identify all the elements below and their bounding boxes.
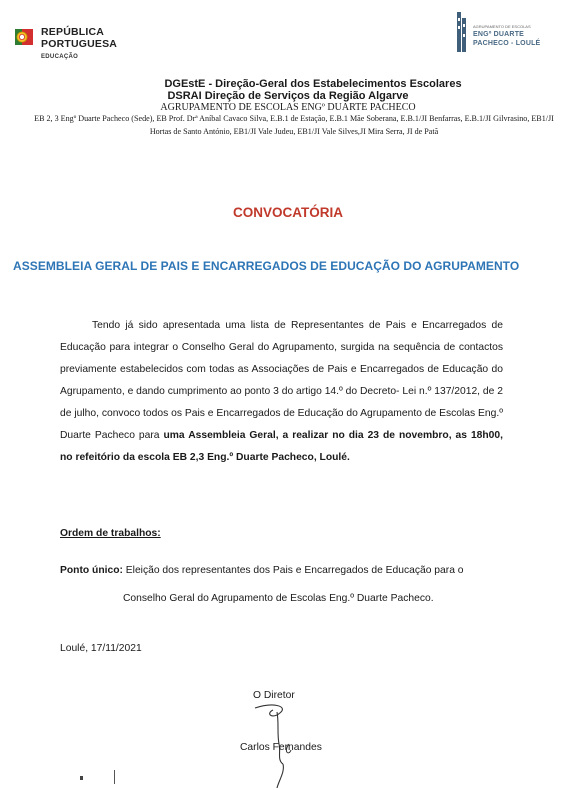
logo-small-text: AGRUPAMENTO DE ESCOLAS [473, 24, 531, 29]
agrupamento-logo [455, 10, 560, 60]
document-title: CONVOCATÓRIA [233, 205, 343, 220]
agenda-item-continued: Conselho Geral do Agrupamento de Escolas Eng.º Duarte Pacheco. [123, 593, 434, 604]
portugal-emblem-icon [13, 26, 35, 48]
document-subtitle: ASSEMBLEIA GERAL DE PAIS E ENCARREGADOS DE EDUCAÇÃO DO AGRUPAMENTO [13, 259, 520, 273]
agenda-item-label: Ponto único: [60, 565, 123, 576]
logo-line1: REPÚBLICA [41, 26, 105, 38]
logo-sub: EDUCAÇÃO [41, 54, 79, 60]
logo-right-line1: ENGº DUARTE [473, 31, 525, 38]
document-date: Loulé, 17/11/2021 [60, 643, 142, 654]
logo-line2: PORTUGUESA [41, 38, 118, 50]
agenda-item [60, 565, 464, 576]
school-list: EB 2, 3 Engº Duarte Pacheco (Sede), EB Prof. Drª Aníbal Cavaco Silva, E.B.1 de Estação, E.B.1 Mãe Soberana, E.B.1/JI Benfarras, E.B.1/JI Gilvrasino, EB1/JI Hortas de Santo António, EB1/JI Vale Judeu, EB1/JI Vale Silves,JI Mira Serra, JI de Patã [34, 114, 554, 136]
republica-portuguesa-logo [13, 24, 123, 64]
body-regular-text: Tendo já sido apresentada uma lista de Representantes de Pais e Encarregados de Educação para integrar o Conselho Geral do Agrupamento, surgida na sequência de contactos previamente estabelecidos com todas as Associações de Pais e Encarregados de Educação do Agrupamento, e dando cumprimento ao ponto 3 do artigo 14.º do Decreto- Lei n.º 137/2012, de 2 de julho, convoco todos os Pais e Encarregados de Educação do Agrupamento de Escolas Eng.º Duarte Pacheco para [60, 320, 503, 441]
body-paragraph [60, 315, 503, 469]
scan-mark [114, 770, 115, 784]
school-tower-icon [455, 10, 469, 54]
org-title-agrupamento: AGRUPAMENTO DE ESCOLAS ENGº DUARTE PACHECO [160, 102, 416, 113]
agenda-heading: Ordem de trabalhos: [60, 528, 161, 539]
signer-title: O Diretor [253, 690, 295, 701]
body-bold-text: uma Assembleia Geral, a realizar no dia 23 de novembro, as 18h00, no refeitório da escola EB 2,3 Eng.º Duarte Pacheco, Loulé. [60, 430, 503, 463]
logo-right-line2: PACHECO - LOULÉ [473, 40, 541, 47]
org-title-dgeste: DGEstE - Direção-Geral dos Estabelecimentos Escolares [164, 78, 462, 90]
scan-mark [80, 776, 83, 780]
signer-name: Carlos Fernandes [240, 742, 322, 753]
org-title-dsrai: DSRAI Direção de Serviços da Região Algarve [167, 90, 409, 102]
agenda-item-text: Eleição dos representantes dos Pais e Encarregados de Educação para o [122, 565, 464, 576]
